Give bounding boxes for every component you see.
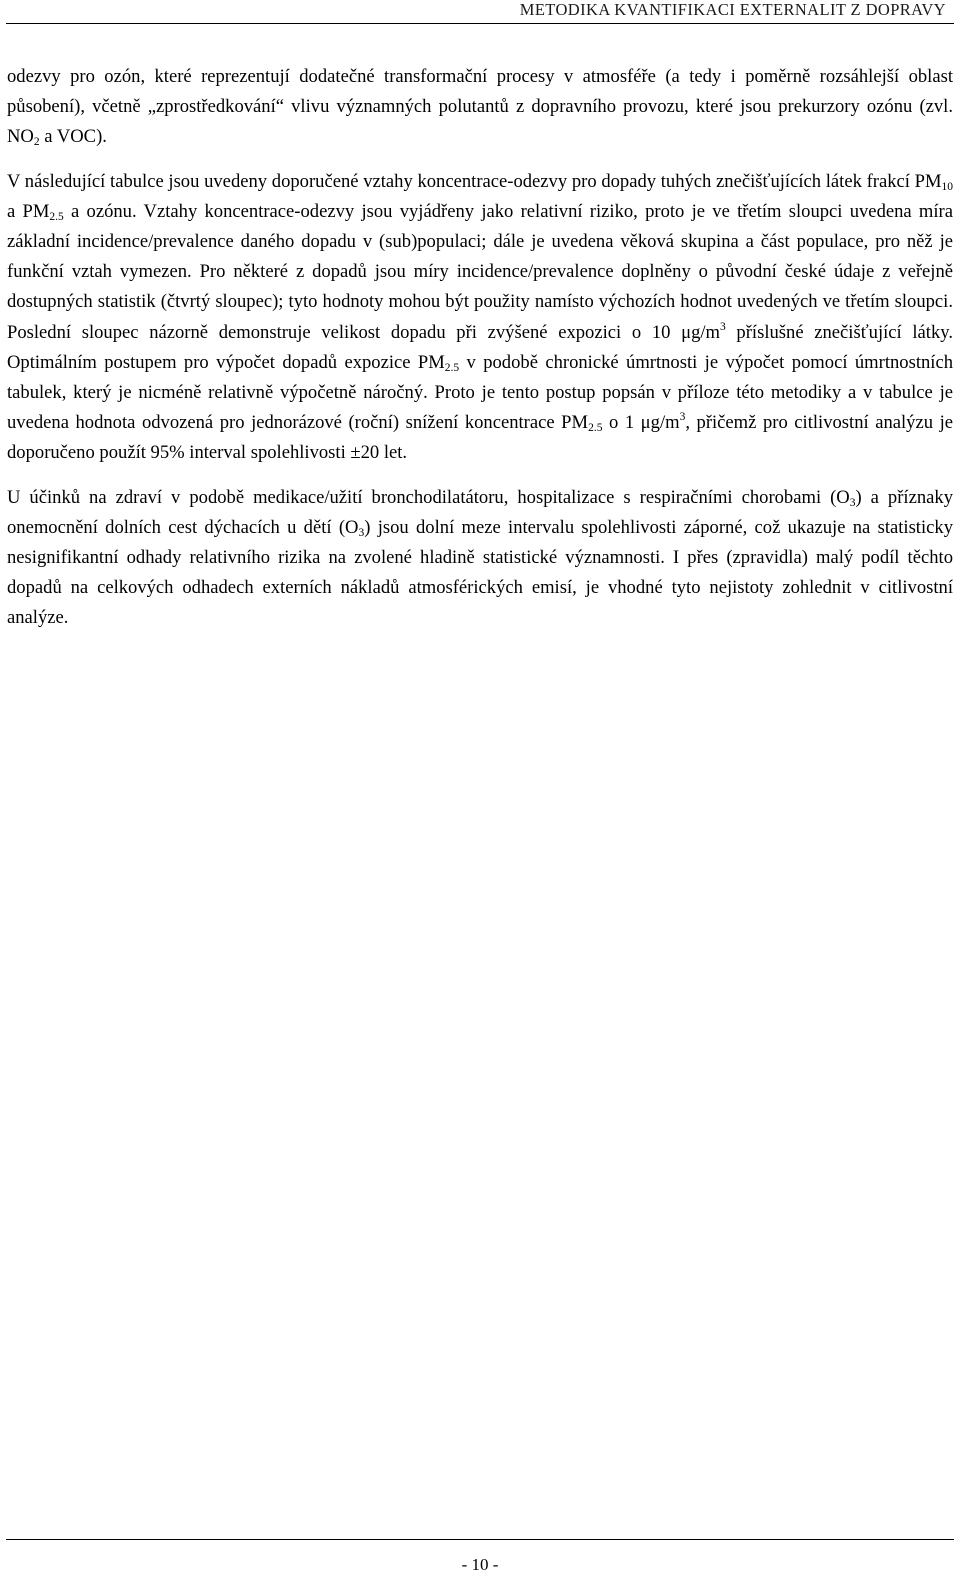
document-body: [7, 62, 953, 634]
paragraph-concentration-response: [7, 167, 953, 469]
text-run: a PM: [7, 200, 50, 222]
subscript: 3: [849, 496, 856, 509]
footer-rule: [6, 1539, 954, 1540]
subscript: 2: [33, 136, 40, 149]
superscript: 3: [679, 411, 686, 424]
text-run: a ozónu. Vztahy koncentrace-odezvy jsou vyjádřeny jako relativní riziko, proto je ve třetím sloupci uvedena míra základní incidence/prevalence daného dopadu v (sub)populaci; dále je uvedena věková skupina a část populace, pro něž je funkční vztah vymezen. Pro některé z dopadů jsou míry incidence/prevalence doplněny o původní české údaje z veřejně dostupných statistik (čtvrtý sloupec); tyto hodnoty mohou být použity namísto výchozích hodnot uvedených ve třetím sloupci. Poslední sloupec názorně demonstruje velikost dopadu při zvýšené expozici o 10 μg/m: [7, 200, 953, 343]
text-run: o 1 μg/m: [602, 412, 680, 434]
text-run: ) jsou dolní meze intervalu spolehlivosti záporné, což ukazuje na statisticky nesignifikantní odhady relativního rizika na zvolené hladině statistické významnosti. I přes (zpravidla) malý podíl těchto dopadů na celkových odhadech externích nákladů atmosférických emisí, je vhodné tyto nejistoty zohlednit v citlivostní analýze.: [7, 516, 953, 629]
page-header: [0, 0, 960, 40]
subscript: 10: [941, 180, 953, 193]
text-run: příslušné znečišťující látky. Optimálním postupem pro výpočet dopadů expozice PM: [7, 321, 953, 373]
page-number: - 10 -: [461, 1555, 499, 1574]
text-run: a VOC).: [39, 126, 107, 148]
subscript: 2.5: [588, 422, 603, 435]
text-run: , přičemž pro citlivostní analýzu je doporučeno použít 95% interval spolehlivosti ±20 let.: [7, 412, 953, 464]
running-header-title: METODIKA KVANTIFIKACI EXTERNALIT Z DOPRAVY: [519, 0, 946, 19]
page-footer: [6, 1539, 954, 1589]
subscript: 3: [358, 526, 365, 539]
subscript: 2.5: [444, 361, 460, 374]
text-run: v podobě chronické úmrtnosti je výpočet pomocí úmrtnostních tabulek, který je nicméně relativně výpočetně náročný. Proto je tento postup popsán v příloze této metodiky a v tabulce je uvedena hodnota odvozená pro jednorázové (roční) snížení koncentrace PM: [7, 351, 953, 434]
subscript: 2.5: [49, 210, 64, 223]
paragraph-confidence-intervals: [7, 483, 953, 634]
text-run: ) a příznaky onemocnění dolních cest dýchacích u dětí (O: [7, 486, 953, 538]
text-run: V následující tabulce jsou uvedeny doporučené vztahy koncentrace-odezvy pro dopady tuhých znečišťujících látek frakcí PM: [7, 170, 942, 192]
text-run: odezvy pro ozón, které reprezentují dodatečné transformační procesy v atmosféře (a tedy i poměrně rozsáhlejší oblast působení), včetně „zprostředkování“ vlivu významných polutantů z dopravního provozu, které jsou prekurzory ozónu (zvl. NO: [7, 66, 953, 148]
superscript: 3: [720, 320, 726, 333]
paragraph-ozone-response: [7, 62, 953, 153]
header-rule: [6, 23, 954, 24]
text-run: U účinků na zdraví v podobě medikace/užití bronchodilatátoru, hospitalizace s respiračními chorobami (O: [7, 486, 850, 508]
